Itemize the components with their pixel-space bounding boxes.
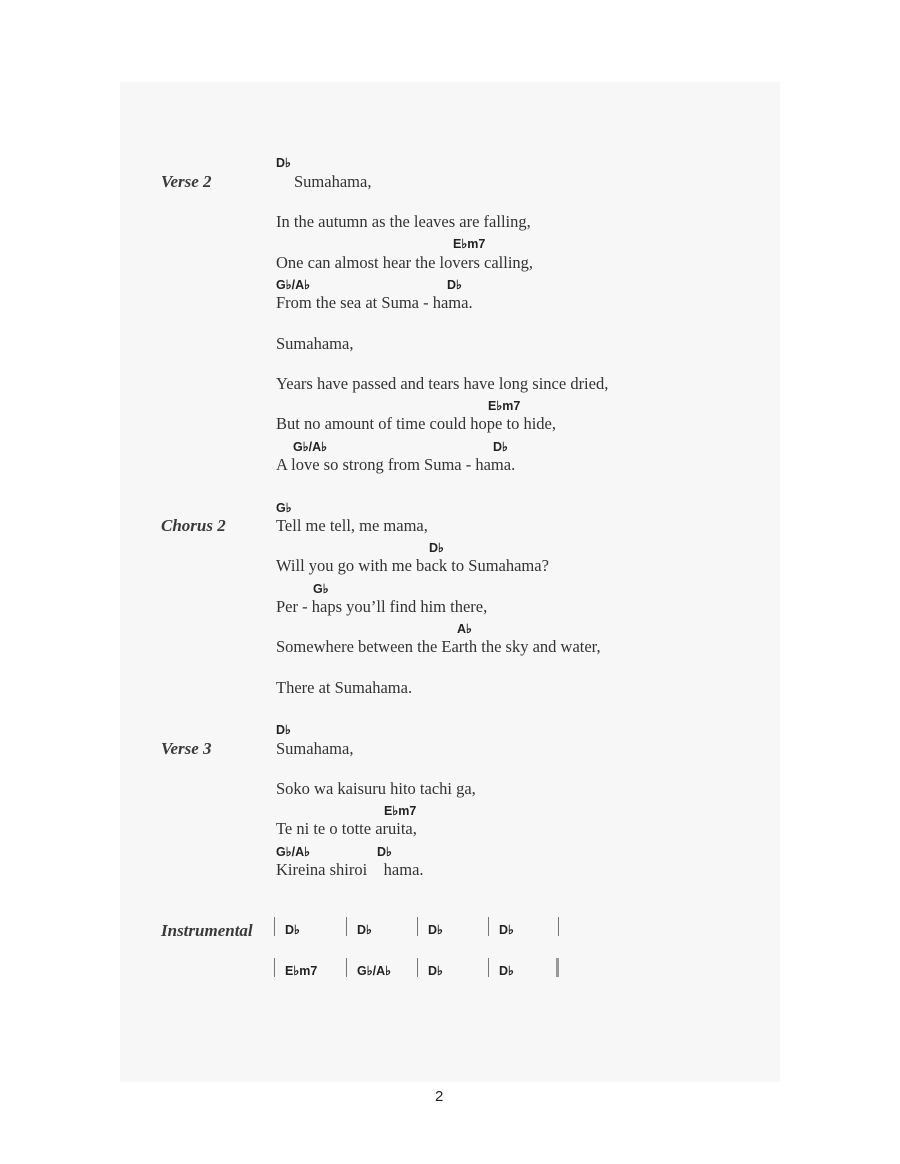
lyric-line: Tell me tell, me mama, <box>276 516 428 535</box>
chord: G♭ <box>276 501 292 515</box>
chord: D♭ <box>428 964 443 978</box>
lyric-line: From the sea at Suma - hama. <box>276 293 473 312</box>
chord: A♭ <box>457 622 472 636</box>
chord: E♭m7 <box>488 399 521 413</box>
lyric-line: Per - haps you’ll find him there, <box>276 597 488 616</box>
section-label-verse-3: Verse 3 <box>161 739 212 758</box>
lyric-line: There at Sumahama. <box>276 678 413 697</box>
section-label-verse-2: Verse 2 <box>161 172 212 191</box>
section-label-instrumental: Instrumental <box>161 921 253 940</box>
lyric-line: Sumahama, <box>276 334 354 353</box>
chord: D♭ <box>276 156 291 170</box>
section-label-chorus-2: Chorus 2 <box>161 516 226 535</box>
page-number: 2 <box>435 1088 444 1105</box>
lyric-line: A love so strong from Suma - hama. <box>276 455 516 474</box>
final-bar-line <box>556 958 559 977</box>
bar-line <box>417 917 418 936</box>
lyric-line: In the autumn as the leaves are falling, <box>276 212 531 231</box>
lyric-line: One can almost hear the lovers calling, <box>276 253 534 272</box>
chord: D♭ <box>499 964 514 978</box>
lyric-line: Te ni te o totte aruita, <box>276 819 417 838</box>
chord: D♭ <box>499 923 514 937</box>
bar-line <box>274 958 275 977</box>
chord: D♭ <box>429 541 444 555</box>
lyric-line: Soko wa kaisuru hito tachi ga, <box>276 779 476 798</box>
chord: G♭ <box>313 582 329 596</box>
chord: G♭/A♭ <box>357 964 392 978</box>
chord: E♭m7 <box>384 804 417 818</box>
lyric-line: Kireina shiroi hama. <box>276 860 424 879</box>
lyric-line: Sumahama, <box>294 172 372 191</box>
lyric-line: Sumahama, <box>276 739 354 758</box>
chord: D♭ <box>447 278 462 292</box>
chord: G♭/A♭ <box>293 440 328 454</box>
lyric-line: Somewhere between the Earth the sky and water, <box>276 637 601 656</box>
bar-line <box>274 917 275 936</box>
lyric-line: Will you go with me back to Sumahama? <box>276 556 549 575</box>
chord: G♭/A♭ <box>276 845 311 859</box>
lyric-line: But no amount of time could hope to hide, <box>276 414 557 433</box>
chord: E♭m7 <box>453 237 486 251</box>
chord: D♭ <box>357 923 372 937</box>
bar-line <box>346 917 347 936</box>
chord: D♭ <box>285 923 300 937</box>
bar-line <box>488 958 489 977</box>
chord: D♭ <box>276 723 291 737</box>
chord: D♭ <box>377 845 392 859</box>
lyric-line: Years have passed and tears have long since dried, <box>276 374 609 393</box>
chord: E♭m7 <box>285 964 318 978</box>
chord: D♭ <box>493 440 508 454</box>
bar-line <box>417 958 418 977</box>
bar-line <box>488 917 489 936</box>
chord: G♭/A♭ <box>276 278 311 292</box>
chord: D♭ <box>428 923 443 937</box>
bar-line <box>346 958 347 977</box>
bar-line <box>558 917 559 936</box>
